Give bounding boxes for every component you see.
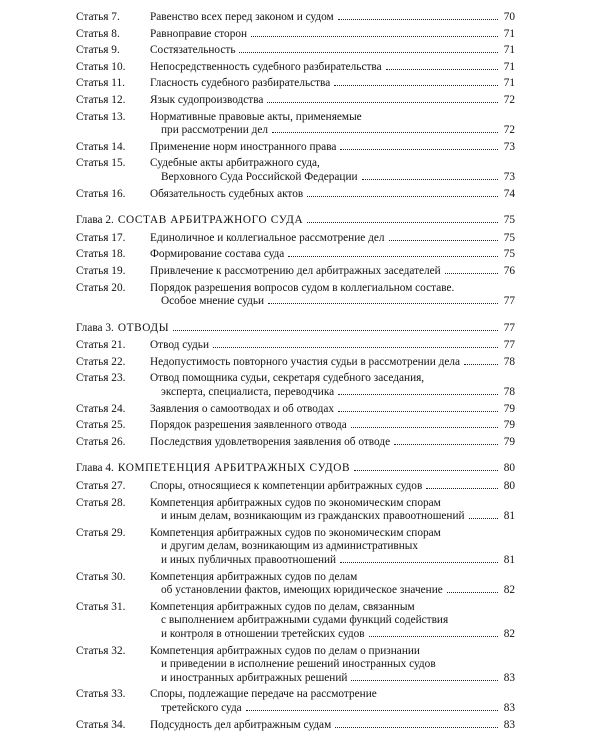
article-title: Споры, относящиеся к компетенции арбитражных судов	[150, 480, 423, 493]
article-title: Отвод судьи	[150, 339, 209, 352]
article-title: Судебные акты арбитражного суда,	[150, 157, 320, 170]
page-number: 73	[503, 170, 515, 183]
entry-line	[150, 688, 515, 702]
page-number: 70	[503, 11, 515, 23]
article-number: Статья 13.	[76, 110, 126, 123]
toc-article-entry	[76, 77, 515, 91]
page-number: 79	[503, 419, 515, 432]
article-title: Обязательность судебных актов	[150, 187, 304, 200]
toc-article-entry	[76, 480, 515, 494]
entry-line	[150, 672, 515, 686]
toc-article-entry	[76, 188, 515, 202]
entry-body	[150, 688, 515, 715]
article-number: Статья 27.	[76, 480, 126, 493]
entry-body	[150, 141, 515, 155]
entry-line	[150, 356, 515, 370]
entry-line	[150, 28, 515, 42]
entry-line	[150, 386, 515, 400]
entry-body	[150, 372, 515, 399]
entry-line	[150, 124, 515, 138]
entry-line	[150, 480, 515, 494]
article-title: Состязательность	[150, 44, 236, 57]
article-number: Статья 7.	[76, 11, 120, 23]
article-title: Верховного Суда Российской Федерации	[161, 170, 358, 183]
toc-article-entry	[76, 601, 515, 642]
toc-article-entry	[76, 497, 515, 524]
entry-body	[150, 571, 515, 598]
page-number: 81	[503, 510, 515, 523]
entry-body	[150, 44, 515, 58]
article-title: с выполнением арбитражными судами функций содействия	[161, 614, 449, 627]
page-number: 77	[503, 339, 515, 352]
page-number: 80	[503, 480, 515, 493]
entry-line	[150, 11, 515, 25]
toc-article-entry	[76, 436, 515, 450]
table-of-contents	[0, 11, 600, 732]
page-number: 75	[503, 231, 515, 244]
entry-body	[150, 77, 515, 91]
article-title: Недопустимость повторного участия судьи в рассмотрении дела	[150, 355, 461, 368]
entry-line	[150, 497, 515, 511]
toc-article-entry	[76, 265, 515, 279]
article-title: Гласность судебного разбирательства	[150, 77, 331, 90]
chapter-number: Глава 3.	[76, 321, 114, 334]
chapter-title: КОМПЕТЕНЦИЯ АРБИТРАЖНЫХ СУДОВ	[117, 462, 351, 475]
page-number: 78	[503, 386, 515, 399]
article-number: Статья 31.	[76, 600, 126, 613]
entry-line	[150, 188, 515, 202]
page-number: 80	[503, 462, 515, 475]
entry-line	[150, 510, 515, 524]
page-number: 79	[503, 435, 515, 448]
page-number: 73	[503, 140, 515, 153]
entry-line	[150, 141, 515, 155]
toc-article-entry	[76, 248, 515, 262]
article-title: об установлении фактов, имеющих юридическое значение	[161, 584, 443, 597]
chapter-title: СОСТАВ АРБИТРАЖНОГО СУДА	[117, 214, 304, 227]
entry-line	[150, 584, 515, 598]
toc-article-entry	[76, 527, 515, 568]
toc-article-entry	[76, 645, 515, 686]
article-number: Статья 11.	[76, 77, 125, 90]
dot-leader	[334, 85, 498, 86]
entry-line	[150, 171, 515, 185]
article-title: и другим делам, возникающим из административных	[161, 540, 419, 553]
entry-line	[150, 702, 515, 716]
dot-leader	[251, 36, 498, 37]
page-number: 71	[503, 77, 515, 90]
page-number: 75	[503, 248, 515, 261]
toc-article-entry	[76, 232, 515, 246]
article-title: Последствия удовлетворения заявления об отводе	[150, 435, 391, 448]
article-number: Статья 30.	[76, 570, 126, 583]
entry-line	[150, 111, 515, 125]
article-number: Статья 22.	[76, 355, 126, 368]
page-number: 79	[503, 402, 515, 415]
entry-body	[150, 28, 515, 42]
article-title: Заявления о самоотводах и об отводах	[150, 402, 335, 415]
entry-line	[150, 614, 515, 628]
toc-article-entry	[76, 372, 515, 399]
chapter-number: Глава 2.	[76, 214, 114, 227]
article-title: Компетенция арбитражных судов по экономическим спорам	[150, 496, 441, 509]
toc-article-entry	[76, 141, 515, 155]
entry-body	[118, 214, 515, 228]
toc-article-entry	[76, 157, 515, 184]
entry-body	[150, 403, 515, 417]
entry-body	[150, 11, 515, 25]
article-title: и приведении в исполнение решений иностранных судов	[161, 658, 436, 671]
dot-leader	[426, 488, 498, 489]
dot-leader	[335, 727, 498, 728]
toc-article-entry	[76, 11, 515, 25]
article-title: Компетенция арбитражных судов по делам	[150, 570, 358, 583]
entry-line	[150, 601, 515, 615]
dot-leader	[307, 196, 498, 197]
toc-article-entry	[76, 688, 515, 715]
entry-line	[118, 214, 515, 228]
article-number: Статья 9.	[76, 44, 120, 57]
article-title: эксперта, специалиста, переводчика	[161, 386, 335, 399]
toc-article-entry	[76, 339, 515, 353]
article-title: Равенство всех перед законом и судом	[150, 11, 334, 23]
toc-article-entry	[76, 28, 515, 42]
dot-leader	[351, 680, 498, 681]
article-number: Статья 17.	[76, 231, 126, 244]
dot-leader	[338, 394, 498, 395]
article-number: Статья 15.	[76, 157, 126, 170]
article-number: Статья 25.	[76, 419, 126, 432]
entry-line	[150, 645, 515, 659]
entry-line	[150, 232, 515, 246]
entry-line	[118, 462, 515, 476]
toc-article-entry	[76, 94, 515, 108]
entry-body	[150, 356, 515, 370]
article-title: Нормативные правовые акты, применяемые	[150, 110, 362, 123]
dot-leader	[239, 52, 498, 53]
article-title: Компетенция арбитражных судов по экономическим спорам	[150, 526, 441, 539]
dot-leader	[369, 636, 498, 637]
entry-line	[150, 44, 515, 58]
article-number: Статья 33.	[76, 688, 126, 701]
dot-leader	[389, 240, 498, 241]
article-title: Отвод помощника судьи, секретаря судебного заседания,	[150, 372, 425, 385]
article-number: Статья 29.	[76, 526, 126, 539]
article-number: Статья 16.	[76, 187, 126, 200]
article-title: Споры, подлежащие передаче на рассмотрение	[150, 688, 377, 701]
dot-leader	[338, 19, 498, 20]
dot-leader	[469, 518, 498, 519]
entry-body	[150, 419, 515, 433]
entry-body	[150, 719, 515, 733]
entry-line	[150, 339, 515, 353]
dot-leader	[351, 427, 498, 428]
article-title: Непосредственность судебного разбирательства	[150, 60, 382, 73]
chapter-number: Глава 4.	[76, 462, 114, 475]
entry-line	[150, 540, 515, 554]
page-number: 71	[503, 60, 515, 73]
article-title: Подсудность дел арбитражным судам	[150, 718, 332, 731]
entry-body	[150, 61, 515, 75]
toc-article-entry	[76, 282, 515, 309]
article-number: Статья 21.	[76, 339, 126, 352]
entry-line	[150, 372, 515, 386]
article-number: Статья 12.	[76, 93, 126, 106]
entry-body	[150, 248, 515, 262]
dot-leader	[445, 273, 498, 274]
entry-body	[150, 111, 515, 138]
entry-body	[150, 339, 515, 353]
page-number: 72	[503, 93, 515, 106]
article-number: Статья 8.	[76, 27, 120, 40]
chapter-title: ОТВОДЫ	[117, 321, 170, 334]
article-title: Единоличное и коллегиальное рассмотрение дел	[150, 231, 385, 244]
article-title: Компетенция арбитражных судов по делам о признании	[150, 644, 420, 657]
entry-line	[150, 554, 515, 568]
dot-leader	[362, 179, 498, 180]
article-title: Привлечение к рассмотрению дел арбитражных заседателей	[150, 264, 441, 277]
toc-article-entry	[76, 44, 515, 58]
dot-leader	[268, 303, 498, 304]
entry-body	[150, 480, 515, 494]
article-title: Формирование состава суда	[150, 248, 285, 261]
article-number: Статья 34.	[76, 718, 126, 731]
toc-article-entry	[76, 61, 515, 75]
dot-leader	[307, 222, 498, 223]
toc-article-entry	[76, 356, 515, 370]
article-number: Статья 32.	[76, 644, 126, 657]
page-number: 71	[503, 44, 515, 57]
toc-chapter-entry	[76, 214, 515, 228]
entry-line	[150, 571, 515, 585]
dot-leader	[213, 347, 498, 348]
entry-line	[150, 265, 515, 279]
entry-body	[150, 94, 515, 108]
article-number: Статья 10.	[76, 60, 126, 73]
entry-body	[150, 497, 515, 524]
entry-line	[150, 77, 515, 91]
toc-chapter-entry	[76, 322, 515, 336]
entry-line	[150, 419, 515, 433]
article-title: и иным делам, возникающим из гражданских правоотношений	[161, 510, 465, 523]
article-number: Статья 26.	[76, 435, 126, 448]
entry-body	[118, 322, 515, 336]
article-title: и иных публичных правоотношений	[161, 554, 337, 566]
dot-leader	[354, 470, 498, 471]
article-number: Статья 18.	[76, 248, 126, 261]
article-title: Особое мнение судьи	[161, 295, 265, 308]
entry-body	[150, 645, 515, 686]
dot-leader	[464, 364, 498, 365]
article-title: Язык судопроизводства	[150, 93, 264, 106]
entry-line	[150, 282, 515, 296]
article-title: и иностранных арбитражных решений	[161, 671, 348, 684]
dot-leader	[267, 102, 498, 103]
article-title: Порядок разрешения заявленного отвода	[150, 419, 347, 432]
page-number: 74	[503, 187, 515, 200]
page-number: 71	[503, 27, 515, 40]
article-number: Статья 23.	[76, 372, 126, 385]
page-number: 82	[503, 627, 515, 640]
dot-leader	[386, 69, 498, 70]
entry-body	[150, 265, 515, 279]
toc-article-entry	[76, 419, 515, 433]
entry-line	[150, 94, 515, 108]
article-number: Статья 20.	[76, 281, 126, 294]
entry-line	[150, 295, 515, 309]
page-number: 75	[503, 214, 515, 227]
entry-line	[150, 403, 515, 417]
article-title: Порядок разрешения вопросов судом в коллегиальном составе.	[150, 281, 455, 294]
entry-body	[150, 527, 515, 568]
article-number: Статья 24.	[76, 402, 126, 415]
dot-leader	[288, 256, 498, 257]
page-number: 72	[503, 124, 515, 137]
toc-chapter-entry	[76, 462, 515, 476]
toc-article-entry	[76, 719, 515, 733]
page-number: 82	[503, 584, 515, 597]
article-title: третейского суда	[161, 701, 242, 714]
dot-leader	[394, 444, 498, 445]
entry-line	[150, 61, 515, 75]
page-number: 77	[503, 295, 515, 308]
entry-line	[150, 719, 515, 733]
entry-body	[150, 282, 515, 309]
page-number: 83	[503, 718, 515, 731]
dot-leader	[272, 132, 498, 133]
entry-body	[150, 436, 515, 450]
dot-leader	[340, 149, 498, 150]
entry-body	[118, 462, 515, 476]
page-number: 83	[503, 671, 515, 684]
article-number: Статья 14.	[76, 140, 126, 153]
article-title: и контроля в отношении третейских судов	[161, 627, 365, 640]
article-number: Статья 19.	[76, 264, 126, 277]
dot-leader	[338, 411, 498, 412]
entry-line	[150, 628, 515, 642]
entry-body	[150, 232, 515, 246]
entry-body	[150, 188, 515, 202]
article-number: Статья 28.	[76, 496, 126, 509]
entry-body	[150, 157, 515, 184]
page-number: 81	[503, 554, 515, 566]
page-number: 78	[503, 355, 515, 368]
article-title: при рассмотрении дел	[161, 124, 269, 137]
page-number: 83	[503, 701, 515, 714]
dot-leader	[340, 562, 498, 563]
dot-leader	[447, 592, 498, 593]
entry-line	[150, 248, 515, 262]
entry-line	[150, 436, 515, 450]
dot-leader	[173, 330, 498, 331]
article-title: Равноправие сторон	[150, 27, 248, 40]
toc-article-entry	[76, 571, 515, 598]
page-number: 76	[503, 264, 515, 277]
toc-article-entry	[76, 403, 515, 417]
article-title: Применение норм иностранного права	[150, 140, 337, 153]
toc-article-entry	[76, 111, 515, 138]
article-title: Компетенция арбитражных судов по делам, связанным	[150, 600, 415, 613]
entry-line	[150, 527, 515, 541]
dot-leader	[246, 710, 498, 711]
entry-line	[150, 157, 515, 171]
entry-body	[150, 601, 515, 642]
entry-line	[118, 322, 515, 336]
page-number: 77	[503, 321, 515, 334]
entry-line	[150, 658, 515, 672]
